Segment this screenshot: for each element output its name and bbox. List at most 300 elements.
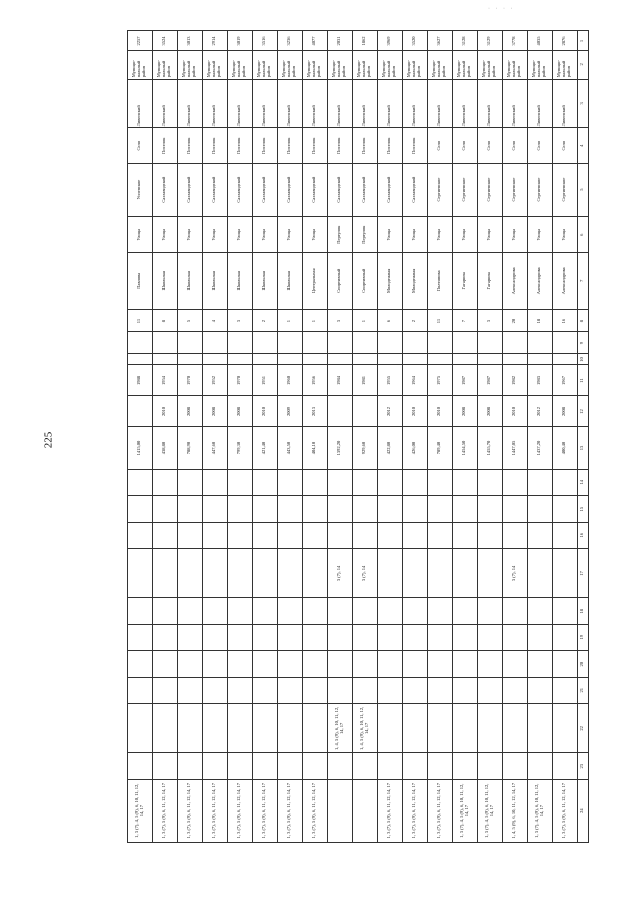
cell-col-2: Муници-пальный район [428, 50, 453, 79]
cell-col-10 [403, 354, 428, 365]
cell-col-15 [428, 496, 453, 523]
cell-col-24: 1, 3 (7), 5 (9), 6, 11, 12, 14, 17 [403, 779, 428, 842]
cell-col-2: Муници-пальный район [128, 50, 153, 79]
table-row [303, 31, 328, 843]
cell-col-2: Муници-пальный район [153, 50, 178, 79]
cell-col-18 [478, 598, 503, 625]
cell-col-12: 2010 [403, 396, 428, 427]
cell-col-7: Павлова [128, 252, 153, 310]
cell-col-9 [428, 332, 453, 354]
cell-col-19 [253, 624, 278, 651]
cell-col-7: Школьная [228, 252, 253, 310]
cell-col-5: Сахзаводской [228, 163, 253, 216]
cell-col-14 [528, 469, 553, 496]
cell-col-14 [553, 469, 578, 496]
table-row [253, 31, 278, 843]
cell-col-16 [278, 522, 303, 549]
cell-col-13: 447,60 [203, 427, 228, 469]
cell-col-2: Муници-пальный район [178, 50, 203, 79]
cell-col-13: 404,10 [303, 427, 328, 469]
table-body [128, 31, 589, 843]
cell-col-10 [128, 354, 153, 365]
cell-col-16 [453, 522, 478, 549]
cell-col-19 [403, 624, 428, 651]
cell-col-19 [228, 624, 253, 651]
cell-col-12: 2008 [453, 396, 478, 427]
cell-col-20 [528, 651, 553, 678]
cell-col-21 [428, 677, 453, 704]
cell-col-20 [328, 651, 353, 678]
table-row [328, 31, 353, 843]
cell-col-11: 1987 [453, 365, 478, 396]
cell-col-5: Сергиевское [428, 163, 453, 216]
cell-col-6: Улица [403, 217, 428, 252]
cell-col-17 [403, 549, 428, 598]
cell-col-23 [553, 753, 578, 780]
cell-col-24: 1, 3 (7), 5 (9), 6, 11, 12, 14, 17 [153, 779, 178, 842]
cell-col-19 [303, 624, 328, 651]
cell-col-6: Переулок [328, 217, 353, 252]
cell-col-13: 400,40 [553, 427, 578, 469]
cell-col-23 [328, 753, 353, 780]
cell-col-17 [528, 549, 553, 598]
table-row [178, 31, 203, 843]
column-number-cell: 14 [578, 469, 589, 496]
cell-col-8: 1 [303, 310, 328, 332]
table-row [478, 31, 503, 843]
cell-col-1: 1862 [353, 31, 378, 51]
cell-col-5: Сахзаводской [253, 163, 278, 216]
column-number-cell: 18 [578, 598, 589, 625]
cell-col-1: 3524 [153, 31, 178, 51]
cell-col-5: Сергиевское [528, 163, 553, 216]
cell-col-15 [528, 496, 553, 523]
cell-col-17 [378, 549, 403, 598]
cell-col-7: Спортивный [328, 252, 353, 310]
cell-col-20 [253, 651, 278, 678]
cell-col-6: Улица [253, 217, 278, 252]
cell-col-20 [453, 651, 478, 678]
cell-col-6: Улица [428, 217, 453, 252]
cell-col-21 [403, 677, 428, 704]
cell-col-5: Сергиевское [503, 163, 528, 216]
cell-col-1: 2257 [128, 31, 153, 51]
cell-col-5: Сахзаводской [153, 163, 178, 216]
cell-col-16 [128, 522, 153, 549]
cell-col-14 [228, 469, 253, 496]
cell-col-16 [503, 522, 528, 549]
cell-col-12: 2010 [428, 396, 453, 427]
cell-col-9 [328, 332, 353, 354]
cell-col-24: 1, 3 (7), 5 (9), 6, 11, 12, 14, 17 [253, 779, 278, 842]
cell-col-20 [278, 651, 303, 678]
cell-col-3: Ливенский [353, 79, 378, 128]
cell-col-19 [278, 624, 303, 651]
cell-col-13: 929,60 [353, 427, 378, 469]
column-number-cell: 11 [578, 365, 589, 396]
cell-col-3: Ливенский [153, 79, 178, 128]
cell-col-12 [328, 396, 353, 427]
cell-col-3: Ливенский [478, 79, 503, 128]
cell-col-7: Школьная [178, 252, 203, 310]
column-number-cell: 9 [578, 332, 589, 354]
cell-col-12: 2008 [228, 396, 253, 427]
cell-col-9 [303, 332, 328, 354]
table-row [453, 31, 478, 843]
cell-col-24: 1, 3 (7), 5 (9), 6, 11, 12, 14, 17 [203, 779, 228, 842]
cell-col-23 [178, 753, 203, 780]
cell-col-6: Улица [453, 217, 478, 252]
cell-col-21 [478, 677, 503, 704]
cell-col-18 [453, 598, 478, 625]
cell-col-7: Школьная [153, 252, 178, 310]
cell-col-17 [453, 549, 478, 598]
cell-col-8: 3 [228, 310, 253, 332]
cell-col-13: 421,40 [253, 427, 278, 469]
cell-col-15 [328, 496, 353, 523]
cell-col-16 [228, 522, 253, 549]
cell-col-22: 1, 4, 5 (9), 6, 10, 11, 12, 14, 17 [328, 704, 353, 753]
cell-col-6: Улица [553, 217, 578, 252]
cell-col-13: 1447,05 [503, 427, 528, 469]
cell-col-22 [278, 704, 303, 753]
cell-col-4: Поселок [178, 128, 203, 163]
cell-col-23 [228, 753, 253, 780]
cell-col-12: 2008 [478, 396, 503, 427]
cell-col-9 [553, 332, 578, 354]
cell-col-21 [303, 677, 328, 704]
cell-col-15 [278, 496, 303, 523]
cell-col-6: Улица [178, 217, 203, 252]
cell-col-9 [353, 332, 378, 354]
cell-col-12: 2013 [303, 396, 328, 427]
cell-col-2: Муници-пальный район [353, 50, 378, 79]
cell-col-16 [178, 522, 203, 549]
cell-col-2: Муници-пальный район [553, 50, 578, 79]
column-number-cell: 4 [578, 128, 589, 163]
cell-col-14 [303, 469, 328, 496]
cell-col-21 [128, 677, 153, 704]
cell-col-3: Ливенский [278, 79, 303, 128]
cell-col-17 [478, 549, 503, 598]
cell-col-23 [503, 753, 528, 780]
cell-col-24: 1, 3 (7), 4, 5 (9), 6, 10, 11, 12, 14, 17 [128, 779, 153, 842]
cell-col-6: Улица [153, 217, 178, 252]
cell-col-16 [378, 522, 403, 549]
cell-col-22 [503, 704, 528, 753]
column-number-cell: 22 [578, 704, 589, 753]
cell-col-18 [178, 598, 203, 625]
cell-col-6: Улица [503, 217, 528, 252]
table-row [503, 31, 528, 843]
cell-col-6: Переулок [353, 217, 378, 252]
cell-col-14 [203, 469, 228, 496]
cell-col-20 [228, 651, 253, 678]
cell-col-22 [428, 704, 453, 753]
cell-col-11: 1960 [278, 365, 303, 396]
cell-col-23 [528, 753, 553, 780]
cell-col-9 [478, 332, 503, 354]
cell-col-23 [303, 753, 328, 780]
cell-col-7: Школьная [203, 252, 228, 310]
cell-col-16 [328, 522, 353, 549]
cell-col-20 [403, 651, 428, 678]
cell-col-14 [378, 469, 403, 496]
cell-col-11: 1967 [553, 365, 578, 396]
cell-col-15 [353, 496, 378, 523]
cell-col-14 [278, 469, 303, 496]
cell-col-21 [253, 677, 278, 704]
cell-col-3: Ливенский [128, 79, 153, 128]
table-row [378, 31, 403, 843]
cell-col-11: 1987 [478, 365, 503, 396]
cell-col-1: 3516 [253, 31, 278, 51]
cell-col-16 [528, 522, 553, 549]
cell-col-5: Сахзаводской [178, 163, 203, 216]
cell-col-12: 2010 [503, 396, 528, 427]
cell-col-16 [303, 522, 328, 549]
column-number-cell: 1 [578, 31, 589, 51]
cell-col-24: 1, 3 (7), 5 (9), 6, 11, 12, 14, 17 [378, 779, 403, 842]
cell-col-15 [503, 496, 528, 523]
cell-col-20 [303, 651, 328, 678]
cell-col-18 [403, 598, 428, 625]
cell-col-9 [203, 332, 228, 354]
table-row [428, 31, 453, 843]
cell-col-13: 1455,70 [478, 427, 503, 469]
cell-col-1: 3128 [453, 31, 478, 51]
cell-col-18 [303, 598, 328, 625]
cell-col-8: 3 [328, 310, 353, 332]
cell-col-24: 1, 3 (7), 5 (9), 6, 11, 12, 14, 17 [303, 779, 328, 842]
cell-col-10 [478, 354, 503, 365]
cell-col-21 [378, 677, 403, 704]
cell-col-21 [328, 677, 353, 704]
cell-col-12: 2012 [528, 396, 553, 427]
cell-col-19 [553, 624, 578, 651]
cell-col-12: 2010 [153, 396, 178, 427]
cell-col-18 [553, 598, 578, 625]
cell-col-5: Сахзаводской [203, 163, 228, 216]
cell-col-22 [178, 704, 203, 753]
cell-col-3: Ливенский [303, 79, 328, 128]
cell-col-24: 1, 3 (7), 5 (9), 6, 11, 12, 14, 17 [278, 779, 303, 842]
cell-col-11: 1952 [203, 365, 228, 396]
cell-col-9 [253, 332, 278, 354]
cell-col-23 [353, 753, 378, 780]
cell-col-5: Сахзаводской [328, 163, 353, 216]
cell-col-22 [553, 704, 578, 753]
table-row [228, 31, 253, 843]
cell-col-20 [553, 651, 578, 678]
cell-col-22 [228, 704, 253, 753]
cell-col-11: 1970 [178, 365, 203, 396]
cell-col-19 [528, 624, 553, 651]
cell-col-9 [228, 332, 253, 354]
cell-col-12: 2008 [553, 396, 578, 427]
cell-col-4: Село [528, 128, 553, 163]
cell-col-15 [178, 496, 203, 523]
cell-col-11: 1975 [428, 365, 453, 396]
cell-col-24: 1, 3 (7), 5 (9), 6, 11, 12, 14, 17 [228, 779, 253, 842]
table-row [278, 31, 303, 843]
cell-col-20 [428, 651, 453, 678]
cell-col-1: 4077 [303, 31, 328, 51]
cell-col-7: Александрова [528, 252, 553, 310]
cell-col-10 [203, 354, 228, 365]
cell-col-20 [503, 651, 528, 678]
cell-col-1: 3019 [228, 31, 253, 51]
cell-col-4: Поселок [403, 128, 428, 163]
cell-col-2: Муници-пальный район [378, 50, 403, 79]
cell-col-11: 1951 [253, 365, 278, 396]
cell-col-9 [378, 332, 403, 354]
cell-col-2: Муници-пальный район [453, 50, 478, 79]
column-number-cell: 5 [578, 163, 589, 216]
cell-col-8: 16 [553, 310, 578, 332]
table-row [128, 31, 153, 843]
cell-col-19 [203, 624, 228, 651]
cell-col-21 [353, 677, 378, 704]
cell-col-15 [253, 496, 278, 523]
cell-col-17 [253, 549, 278, 598]
cell-col-22 [203, 704, 228, 753]
cell-col-7: Гагарина [453, 252, 478, 310]
cell-col-11: 1983 [528, 365, 553, 396]
column-number-cell: 2 [578, 50, 589, 79]
cell-col-8: 2 [403, 310, 428, 332]
cell-col-24: 1, 3 (7), 5 (9), 6, 11, 12, 14, 17 [428, 779, 453, 842]
cell-col-22 [153, 704, 178, 753]
cell-col-13: 438,80 [153, 427, 178, 469]
cell-col-16 [403, 522, 428, 549]
cell-col-4: Село [453, 128, 478, 163]
cell-col-21 [503, 677, 528, 704]
column-number-cell: 13 [578, 427, 589, 469]
cell-col-8: 18 [528, 310, 553, 332]
cell-col-9 [128, 332, 153, 354]
cell-col-6: Улица [303, 217, 328, 252]
cell-col-5: Сахзаводской [303, 163, 328, 216]
cell-col-2: Муници-пальный район [478, 50, 503, 79]
cell-col-4: Поселок [303, 128, 328, 163]
cell-col-3: Ливенский [328, 79, 353, 128]
cell-col-10 [428, 354, 453, 365]
cell-col-2: Муници-пальный район [403, 50, 428, 79]
cell-col-5: Сахзаводской [278, 163, 303, 216]
cell-col-19 [453, 624, 478, 651]
cell-col-21 [228, 677, 253, 704]
cell-col-18 [528, 598, 553, 625]
cell-col-20 [378, 651, 403, 678]
cell-col-17 [203, 549, 228, 598]
cell-col-13: 789,40 [428, 427, 453, 469]
cell-col-10 [153, 354, 178, 365]
cell-col-4: Поселок [378, 128, 403, 163]
cell-col-4: Поселок [153, 128, 178, 163]
cell-col-7: Александрова [553, 252, 578, 310]
cell-col-23 [403, 753, 428, 780]
cell-col-7: Школьная [278, 252, 303, 310]
cell-col-18 [503, 598, 528, 625]
cell-col-1: 3520 [403, 31, 428, 51]
cell-col-4: Село [128, 128, 153, 163]
cell-col-7: Александрова [503, 252, 528, 310]
cell-col-14 [178, 469, 203, 496]
column-number-cell: 19 [578, 624, 589, 651]
cell-col-18 [203, 598, 228, 625]
cell-col-6: Улица [128, 217, 153, 252]
cell-col-19 [178, 624, 203, 651]
column-number-cell: 24 [578, 779, 589, 842]
column-number-cell: 12 [578, 396, 589, 427]
cell-col-17 [278, 549, 303, 598]
cell-col-12: 2010 [253, 396, 278, 427]
cell-col-9 [403, 332, 428, 354]
table-row [528, 31, 553, 843]
cell-col-18 [153, 598, 178, 625]
cell-col-20 [353, 651, 378, 678]
cell-col-12 [128, 396, 153, 427]
cell-col-8: 1 [278, 310, 303, 332]
cell-col-3: Ливенский [203, 79, 228, 128]
cell-col-1: 3013 [178, 31, 203, 51]
table-row [403, 31, 428, 843]
cell-col-23 [203, 753, 228, 780]
cell-col-4: Поселок [278, 128, 303, 163]
cell-col-19 [478, 624, 503, 651]
cell-col-12: 2008 [178, 396, 203, 427]
cell-col-22 [403, 704, 428, 753]
cell-col-23 [128, 753, 153, 780]
cell-col-1: 3627 [428, 31, 453, 51]
column-number-row [578, 31, 589, 843]
cell-col-11: 1954 [153, 365, 178, 396]
cell-col-11: 1956 [303, 365, 328, 396]
cell-col-10 [553, 354, 578, 365]
cell-col-10 [278, 354, 303, 365]
cell-col-5: Сергиевское [553, 163, 578, 216]
cell-col-13: 1415,00 [128, 427, 153, 469]
cell-col-8: 7 [453, 310, 478, 332]
cell-col-9 [153, 332, 178, 354]
cell-col-1: 3778 [503, 31, 528, 51]
cell-col-8: 2 [253, 310, 278, 332]
cell-col-5: Сахзаводской [403, 163, 428, 216]
cell-col-23 [428, 753, 453, 780]
cell-col-16 [428, 522, 453, 549]
cell-col-3: Ливенский [178, 79, 203, 128]
cell-col-13: 1437,20 [528, 427, 553, 469]
cell-col-13: 799,30 [228, 427, 253, 469]
cell-col-5: Сахзаводской [378, 163, 403, 216]
cell-col-11: 1970 [228, 365, 253, 396]
cell-col-14 [128, 469, 153, 496]
cell-col-16 [353, 522, 378, 549]
cell-col-15 [403, 496, 428, 523]
cell-col-17 [128, 549, 153, 598]
cell-col-14 [403, 469, 428, 496]
cell-col-10 [353, 354, 378, 365]
cell-col-3: Ливенский [378, 79, 403, 128]
cell-col-17 [178, 549, 203, 598]
cell-col-4: Село [478, 128, 503, 163]
cell-col-16 [253, 522, 278, 549]
cell-col-16 [203, 522, 228, 549]
cell-col-3: Ливенский [553, 79, 578, 128]
housing-register-table [127, 30, 589, 843]
column-number-cell: 16 [578, 522, 589, 549]
